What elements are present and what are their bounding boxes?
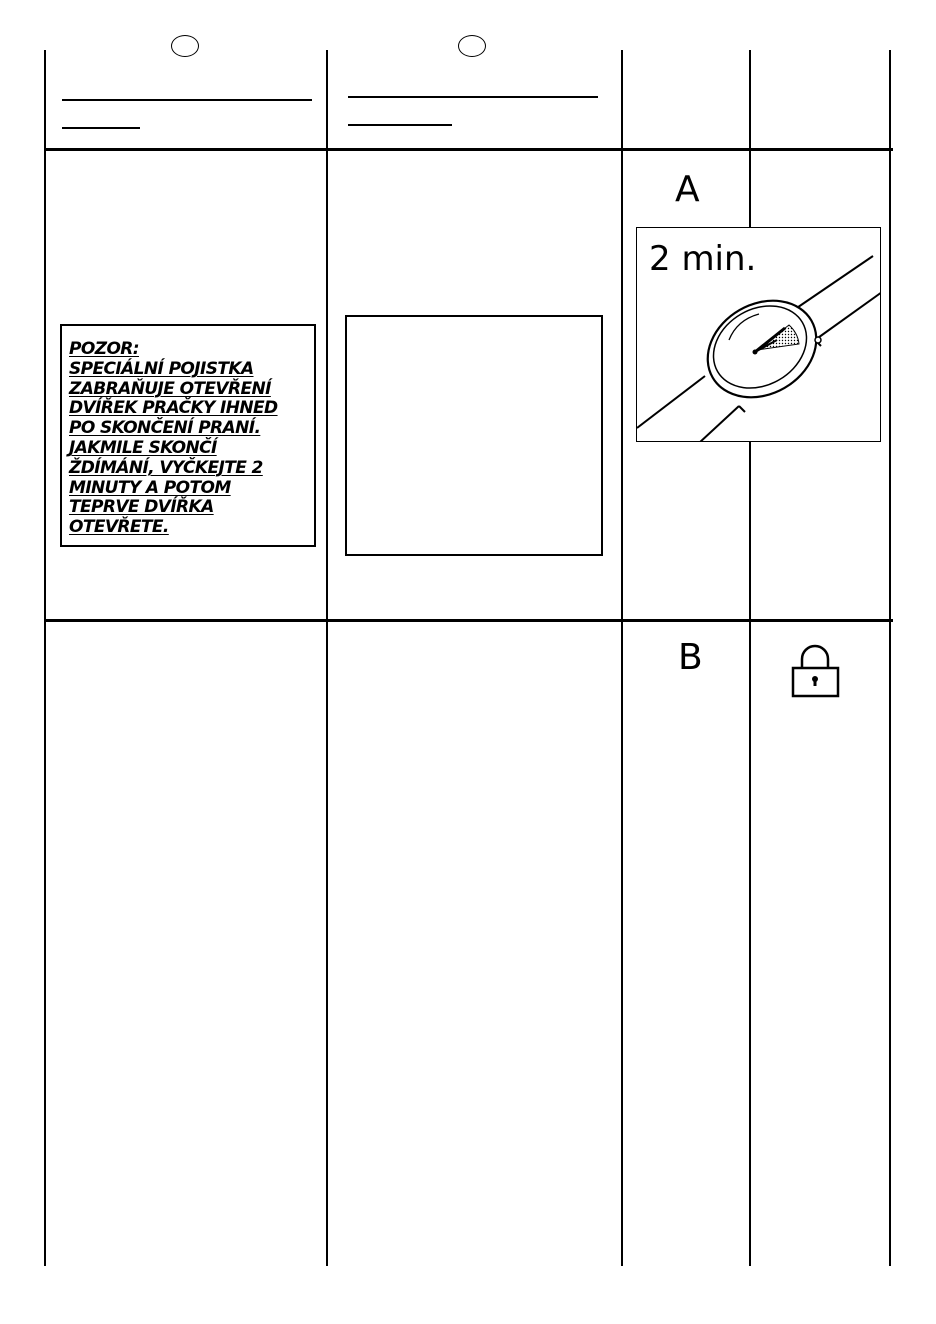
column-divider-right [889,50,891,1266]
row-divider-top [45,148,893,151]
warning-box [60,324,316,547]
section-letter-b: B [678,637,703,678]
header-rule-left-short [62,127,140,129]
column-divider-3 [621,50,623,1266]
wristwatch-icon [637,228,881,442]
padlock-icon [788,642,842,700]
section-letter-a: A [675,169,700,210]
language-circle-right [458,35,486,57]
header-rule-left-long [62,99,312,101]
language-circle-left [171,35,199,57]
empty-text-box [345,315,603,556]
header-rule-right-short [348,124,452,126]
warning-text: POZOR: SPECIÁLNÍ POJISTKA ZABRAŇUJE OTEVŘENÍ DVÍŘEK PRAČKY IHNED PO SKONČENÍ PRANÍ. JAKMILE SKONČÍ ŽDÍMÁNÍ, VYČKEJTE 2 MINUTY A POTOM TEPRVE DVÍŘKA OTEVŘETE. [69,339,278,538]
column-divider-left [44,50,46,1266]
row-divider-middle [45,619,893,622]
watch-illustration [636,227,881,442]
column-divider-2 [326,50,328,1266]
watch-time-label: 2 min. [649,239,757,279]
header-rule-right-long [348,96,598,98]
